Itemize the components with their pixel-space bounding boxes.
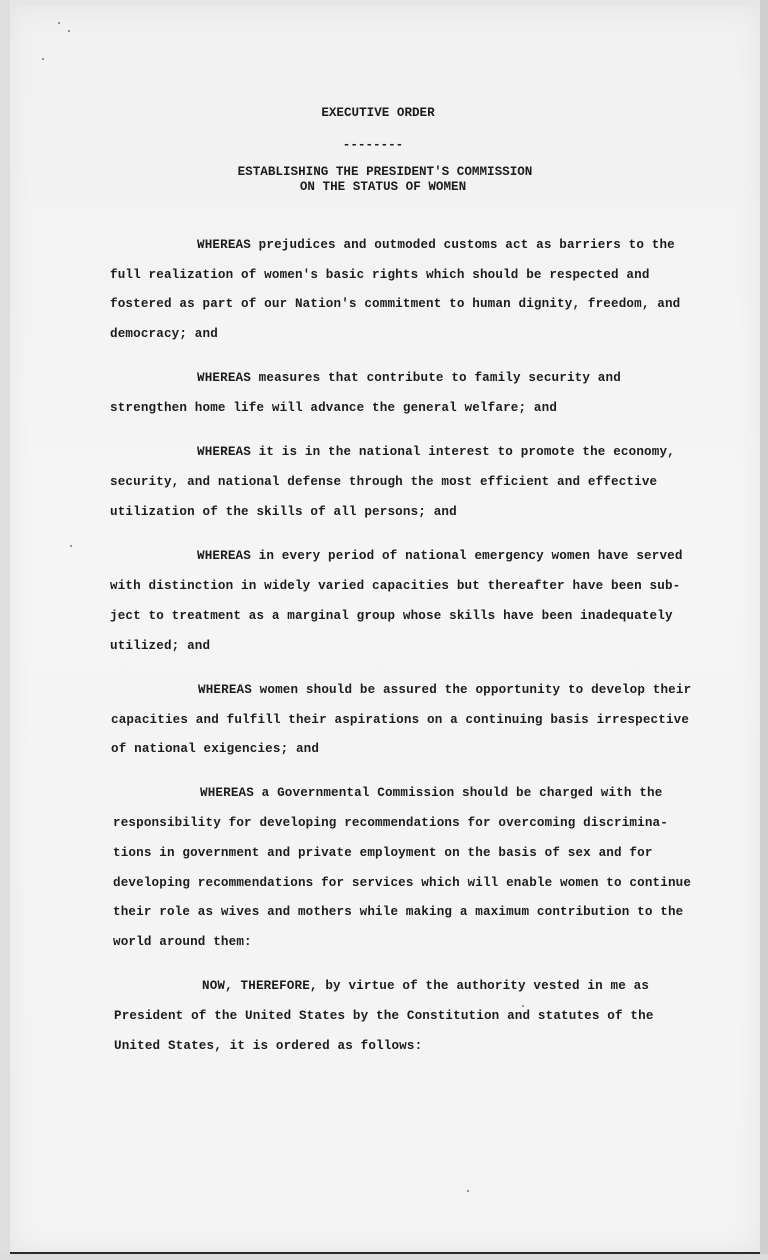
body-line: strengthen home life will advance the general welfare; and bbox=[110, 401, 558, 415]
body-line: utilization of the skills of all persons; and bbox=[110, 505, 457, 519]
document-heading: EXECUTIVE ORDER bbox=[321, 106, 435, 120]
body-line: WHEREAS measures that contribute to family security and bbox=[197, 371, 621, 385]
body-line: utilized; and bbox=[110, 639, 211, 653]
scan-speck bbox=[58, 22, 60, 24]
body-line: United States, it is ordered as follows: bbox=[114, 1039, 423, 1053]
body-line: responsibility for developing recommendations for overcoming discrimina- bbox=[113, 816, 668, 830]
document-subtitle-line-1: ESTABLISHING THE PRESIDENT'S COMMISSION bbox=[237, 165, 533, 179]
body-line: WHEREAS prejudices and outmoded customs act as barriers to the bbox=[197, 238, 675, 252]
body-line: democracy; and bbox=[110, 327, 218, 341]
scan-speck bbox=[42, 58, 44, 60]
body-line: world around them: bbox=[113, 935, 252, 949]
body-line: President of the United States by the Constitution and statutes of the bbox=[114, 1009, 654, 1023]
body-line: ject to treatment as a marginal group whose skills have been inadequately bbox=[110, 609, 673, 623]
body-line: WHEREAS in every period of national emergency women have served bbox=[197, 549, 683, 563]
body-line: with distinction in widely varied capacities but thereafter have been sub- bbox=[110, 579, 681, 593]
body-line: fostered as part of our Nation's commitment to human dignity, freedom, and bbox=[110, 297, 681, 311]
body-line: their role as wives and mothers while making a maximum contribution to the bbox=[113, 905, 684, 919]
body-line: security, and national defense through the most efficient and effective bbox=[110, 475, 658, 489]
body-line: WHEREAS a Governmental Commission should be charged with the bbox=[200, 786, 663, 800]
body-line: WHEREAS women should be assured the opportunity to develop their bbox=[198, 683, 692, 697]
heading-separator: -------- bbox=[342, 138, 404, 152]
body-line: WHEREAS it is in the national interest to promote the economy, bbox=[197, 445, 675, 459]
body-line: of national exigencies; and bbox=[111, 742, 320, 756]
body-line: capacities and fulfill their aspirations on a continuing basis irrespective bbox=[111, 713, 690, 727]
scan-speck bbox=[70, 545, 72, 547]
body-line: tions in government and private employment on the basis of sex and for bbox=[113, 846, 653, 860]
scan-speck bbox=[467, 1190, 469, 1192]
body-line: developing recommendations for services which will enable women to continue bbox=[113, 876, 692, 890]
scan-speck bbox=[68, 30, 70, 32]
body-line: NOW, THEREFORE, by virtue of the authority vested in me as bbox=[202, 979, 650, 993]
document-subtitle-line-2: ON THE STATUS OF WOMEN bbox=[299, 180, 467, 194]
body-line: full realization of women's basic rights which should be respected and bbox=[110, 268, 650, 282]
scan-speck bbox=[522, 1005, 524, 1007]
scan-border-bottom bbox=[0, 1254, 768, 1260]
